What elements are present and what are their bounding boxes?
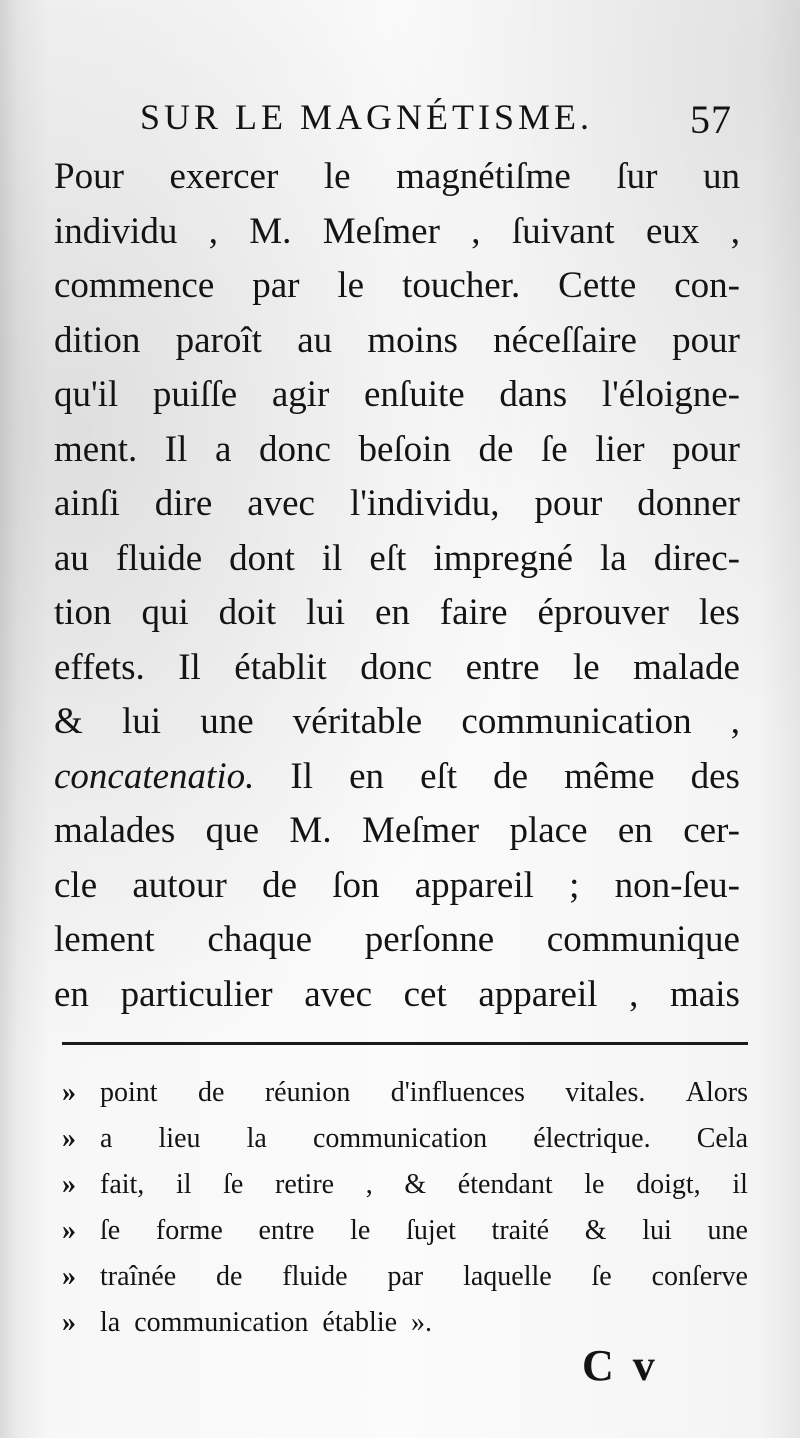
word: le — [350, 1215, 371, 1246]
footnote-divider — [62, 1042, 748, 1045]
word: même — [564, 755, 655, 797]
footnote-text — [100, 1254, 748, 1300]
page-number: 57 — [690, 97, 732, 142]
word: en — [54, 973, 89, 1015]
text-line — [54, 641, 740, 696]
text-line — [54, 804, 740, 859]
word: fluide — [115, 537, 203, 579]
word: commence — [54, 265, 215, 306]
word: chaque — [207, 919, 313, 960]
word: cet — [403, 973, 447, 1015]
word: en — [349, 755, 385, 797]
word: un — [702, 156, 740, 197]
word: avec — [247, 483, 315, 524]
word: autour — [132, 864, 227, 906]
word: par — [387, 1261, 424, 1292]
word: par — [252, 265, 300, 306]
word: de — [478, 428, 514, 470]
quote-mark: » — [62, 1261, 76, 1292]
word: Pour — [54, 156, 124, 197]
word: faire — [439, 592, 508, 633]
word: point — [100, 1077, 158, 1108]
word: exercer — [169, 156, 279, 197]
footnote-line — [62, 1254, 748, 1300]
main-text — [54, 150, 740, 1020]
word: cer- — [683, 810, 740, 851]
text-line — [54, 532, 740, 587]
word: il — [321, 537, 343, 579]
word: concatenatio. — [54, 755, 255, 797]
word: paroît — [175, 319, 262, 361]
text-line — [54, 586, 740, 641]
footnote-line — [62, 1070, 748, 1116]
word: traité — [491, 1215, 550, 1246]
word: lui — [642, 1215, 672, 1246]
word: ment. — [54, 428, 138, 470]
word: il — [175, 1169, 192, 1200]
word: dition — [54, 319, 141, 361]
footnote-line — [62, 1162, 748, 1208]
word: la — [246, 1123, 267, 1154]
word: en — [374, 592, 410, 633]
word: , — [629, 973, 639, 1015]
word: ; — [569, 864, 580, 906]
word: ſe — [541, 428, 568, 470]
word: de — [197, 1077, 225, 1108]
text-line — [54, 150, 740, 205]
footnote-line — [62, 1208, 748, 1254]
word: doit — [218, 592, 277, 633]
word: malade — [633, 646, 740, 688]
word: laquelle — [463, 1261, 552, 1292]
word: au — [297, 319, 333, 361]
word: vitales. — [565, 1077, 646, 1108]
text-line — [54, 314, 740, 369]
text-line — [54, 259, 740, 314]
quote-mark: » — [62, 1215, 76, 1246]
word: lier — [595, 428, 645, 470]
quote-mark: » — [62, 1123, 76, 1154]
footnote-text — [100, 1070, 748, 1116]
word: communication — [461, 701, 692, 742]
word: eſt — [420, 755, 458, 797]
word: enſuite — [364, 374, 465, 415]
word: M. — [289, 810, 332, 851]
word: , — [365, 1169, 373, 1200]
word: une — [707, 1215, 748, 1246]
word: lui — [121, 701, 162, 742]
word: toucher. — [402, 265, 521, 306]
word: une — [200, 701, 254, 742]
quote-mark: » — [62, 1307, 76, 1338]
word: en — [617, 810, 653, 851]
word: qu'il — [54, 374, 119, 415]
word: dans — [499, 374, 568, 415]
word: cle — [54, 864, 98, 906]
word: perſonne — [364, 919, 495, 960]
word: , — [471, 210, 481, 252]
word: agir — [271, 374, 330, 415]
footnote-text — [100, 1208, 748, 1254]
word: de — [216, 1261, 243, 1292]
word: de — [262, 864, 298, 906]
word: ainſi — [54, 483, 120, 524]
text-line — [54, 695, 740, 750]
word: & — [54, 701, 83, 742]
word: il — [732, 1169, 748, 1200]
word: entre — [258, 1215, 315, 1246]
word: particulier — [120, 973, 273, 1015]
page-header — [140, 96, 740, 146]
word: doigt, — [636, 1169, 701, 1200]
word: malades — [54, 810, 176, 851]
text-line — [54, 477, 740, 532]
word: M. — [249, 210, 292, 252]
word: , — [730, 701, 740, 742]
word: d'influences — [390, 1077, 525, 1108]
word: forme — [155, 1215, 223, 1246]
word: a — [214, 428, 232, 470]
word: dire — [154, 483, 213, 524]
word: fluide — [282, 1261, 348, 1292]
word: lement — [54, 919, 155, 960]
text-line — [54, 205, 740, 260]
word: Il — [178, 646, 201, 688]
word: qui — [141, 592, 189, 633]
word: la — [100, 1307, 121, 1338]
word: eſt — [369, 537, 407, 579]
word: impregné — [433, 537, 574, 579]
word: pour — [534, 483, 603, 524]
word: la — [600, 537, 627, 579]
word: communique — [546, 919, 740, 960]
word: pour — [672, 319, 740, 361]
word: & — [584, 1215, 607, 1246]
text-line — [54, 913, 740, 968]
word: appareil — [414, 864, 534, 906]
word: ſujet — [406, 1215, 456, 1246]
word: les — [698, 592, 740, 633]
word: tion — [54, 592, 112, 633]
word: con- — [674, 265, 740, 306]
word: beſoin — [358, 428, 451, 470]
word: retire — [275, 1169, 335, 1200]
word: le — [572, 646, 600, 688]
word: Il — [164, 428, 188, 470]
word: puiſſe — [152, 374, 238, 415]
text-line — [54, 423, 740, 478]
word: le — [337, 265, 365, 306]
text-line — [54, 750, 740, 805]
word: pour — [672, 428, 740, 470]
word: appareil — [478, 973, 598, 1015]
word: mais — [670, 973, 740, 1015]
footnote-line — [62, 1116, 748, 1162]
word: lieu — [158, 1123, 201, 1154]
word: l'éloigne- — [601, 374, 740, 415]
running-title: SUR LE MAGNÉTISME. — [140, 97, 594, 137]
quote-mark: » — [62, 1077, 76, 1108]
word: éprouver — [537, 592, 669, 633]
word: ſuivant — [511, 210, 615, 252]
word: étendant — [457, 1169, 553, 1200]
word: au — [54, 537, 89, 579]
footnote-block — [62, 1070, 748, 1346]
word: place — [509, 810, 588, 851]
word: donc — [258, 428, 331, 470]
word: direc- — [653, 537, 740, 579]
word: traînée — [100, 1261, 177, 1292]
word: non-ſeu- — [614, 864, 740, 906]
word: ſe — [223, 1169, 244, 1200]
word: électrique. — [533, 1123, 651, 1154]
word: dont — [229, 537, 295, 579]
word: néceſſaire — [493, 319, 637, 361]
word: , — [208, 210, 218, 252]
word: ſur — [616, 156, 658, 197]
word: moins — [367, 319, 458, 361]
word: entre — [465, 646, 540, 688]
word: le — [323, 156, 351, 197]
word: Cette — [558, 265, 637, 306]
word: donner — [637, 483, 740, 524]
word: réunion — [264, 1077, 351, 1108]
word: fait, — [100, 1169, 145, 1200]
word: communication — [312, 1123, 488, 1154]
word: a — [100, 1123, 113, 1154]
word: magnétiſme — [396, 156, 571, 197]
word: effets. — [54, 646, 145, 688]
word: le — [584, 1169, 605, 1200]
text-line — [54, 968, 740, 1023]
word: que — [205, 810, 260, 851]
word: établit — [234, 646, 327, 688]
word: de — [493, 755, 529, 797]
word: Meſmer — [322, 210, 440, 252]
word: Alors — [685, 1077, 748, 1108]
word: Cela — [696, 1123, 748, 1154]
word: ſe — [591, 1261, 612, 1292]
word: , — [730, 210, 740, 252]
word: l'individu, — [349, 483, 500, 524]
word: ſe — [100, 1215, 121, 1246]
text-line — [54, 368, 740, 423]
quote-mark: » — [62, 1169, 76, 1200]
word: véritable — [292, 701, 423, 742]
word: eux — [645, 210, 700, 252]
word: établie — [322, 1307, 398, 1338]
text-line — [54, 859, 740, 914]
word: lui — [306, 592, 346, 633]
footnote-text — [100, 1162, 748, 1208]
word: individu — [54, 210, 178, 252]
footnote-text — [100, 1116, 748, 1162]
word: conſerve — [651, 1261, 748, 1292]
signature-mark: C v — [582, 1341, 659, 1390]
word: communication — [134, 1307, 309, 1338]
word: donc — [360, 646, 433, 688]
word: Meſmer — [361, 810, 480, 851]
word: ». — [411, 1307, 433, 1338]
word: des — [690, 755, 740, 797]
word: avec — [304, 973, 372, 1015]
word: ſon — [332, 864, 380, 906]
word: & — [404, 1169, 427, 1200]
word: Il — [290, 755, 314, 797]
